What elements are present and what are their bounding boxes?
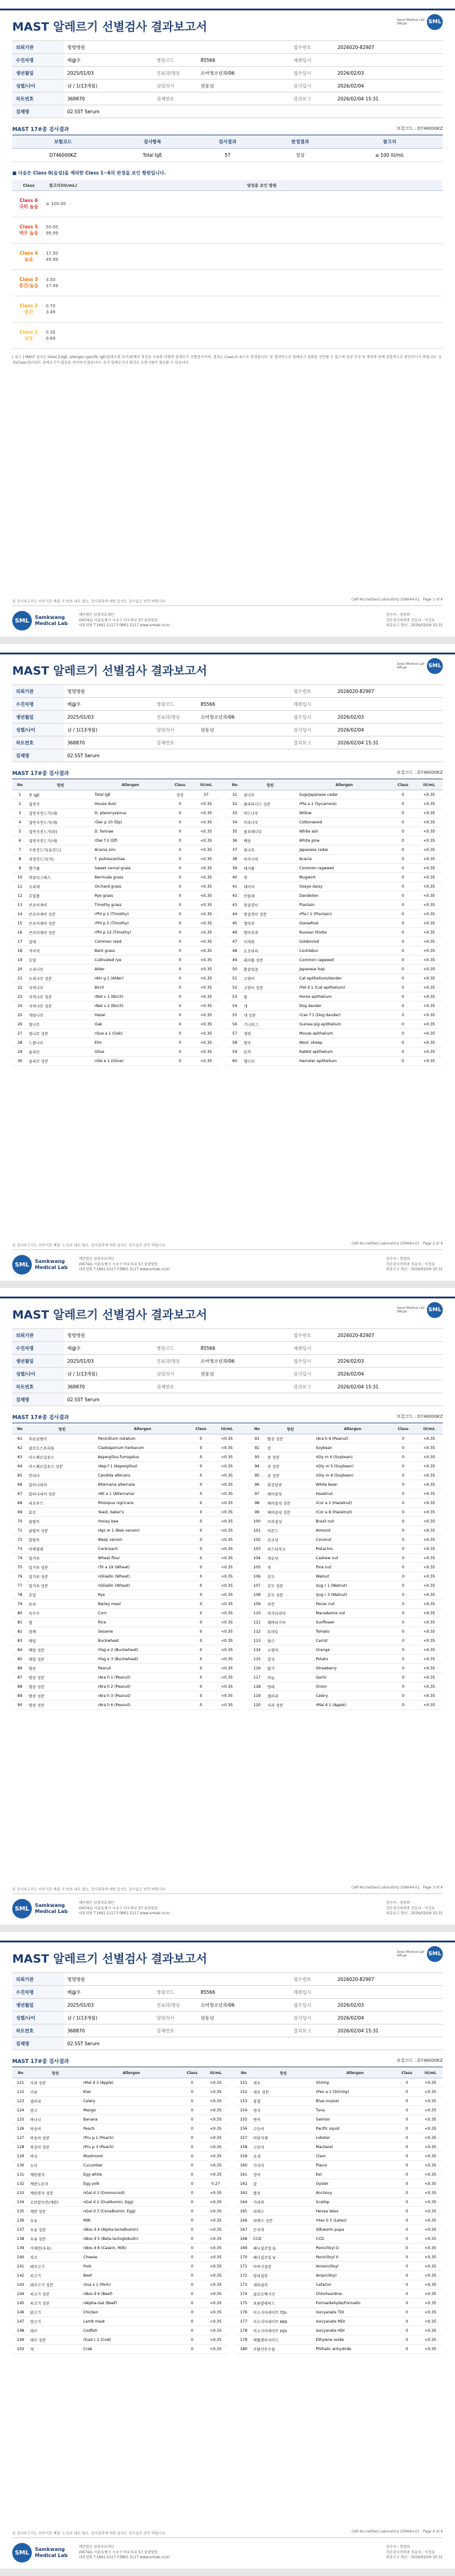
table-row: 28 느릅나무 Elm 0 <0.35 58 양모 Wool, sheep 0 <0.35 (12, 1038, 443, 1047)
table-row: 8 저장진드기(가) T. putrescentiae 0 <0.35 38 아카시아 Acacia 0 <0.35 (12, 855, 443, 864)
table-row: 71 꿀벌독 성분 rApi m 1 (Bee venom) 0 <0.35 101 아몬드 Almond 0 <0.35 (12, 1526, 443, 1535)
class-label: Class 3 중간/높음 (12, 270, 45, 296)
table-row: 140 치즈 Cheese 0 <0.35 170 페니실로일 V Penicilloyl V 0 <0.35 (12, 2253, 443, 2262)
sml-logo-icon: SML (427, 1302, 443, 1318)
patient-info-table: 의뢰기관 명명병원 접수번호 2026020-82907 수진자명 배@우 병원코드 85566 채취일시 생년월일 2025/01/03 진료과/병동 소아청소년과/06 접수일시 2026/02/03 성별/나이 남 / 1(13개월) 담당의사 선동선 검사일시 2026/02/04 차트번호 368870 검체번호 결과보고 2026/02/04 15:31 검체명 02.SST Serum (12, 684, 443, 762)
report-title: MAST 알레르기 선별검사 결과보고서 (12, 1952, 207, 1966)
table-row: 83 메밀 Buckwheat 0 <0.35 113 당근 Carrot 0 <0.35 (12, 1636, 443, 1646)
table-row: 14 큰조아재비 성분 rPhl p 1 (Timothy) 0 <0.35 44 창질경이 성분 rPla l 1 (Plantain) 0 <0.35 (12, 910, 443, 919)
table-row: 88 땅콩 성분 rAra h 2 (Peanut) 0 <0.35 118 양파 Onion 0 <0.35 (12, 1682, 443, 1691)
class-label: Class 1 낮음 (12, 323, 45, 349)
table-row: 146 닭고기 Chicken 0 <0.35 176 이소시아네이트 TDI Isocyanate TDI 0 <0.35 (12, 2308, 443, 2317)
table-row: 134 오보알부민(계란) nGal d 2 (Ovalbumin, Egg) 0 <0.35 164 가리비 Scallop 0 <0.35 (12, 2198, 443, 2207)
top-rule (0, 653, 455, 654)
table-row: 74 밀가루 Wheat flour 0 <0.35 104 캐슈넛 Cashew nut 0 <0.35 (12, 1554, 443, 1563)
table-row: 12 호밀풀 Rye grass 0 <0.35 42 민들레 Dandelion 0 <0.35 (12, 891, 443, 900)
class-row: Class 3 중간/높음 3.50 17.49 (12, 270, 443, 296)
table-row: 90 땅콩 성분 rAra h 6 (Peanut) 0 <0.35 120 사과 성분 rMal d 1 (Apple) 0 <0.35 (12, 1701, 443, 1710)
table-row: 72 말벌독 Wasp venom 0 <0.35 102 코코넛 Coconut 0 <0.35 (12, 1535, 443, 1544)
table-row: 18 겨이삭 Bent grass 0 <0.35 48 도꼬마리 Cocklebur 0 <0.35 (12, 946, 443, 956)
table-row: 138 우유 성분 nBos d 5 (Beta-lactoglobulin) 0 <0.35 168 CCD CCD 0 <0.35 (12, 2234, 443, 2244)
samkwang-logo: SML Samkwang Medical Lab (12, 1255, 68, 1275)
header-logo: Seoul Medical Lab SMLab SML (397, 1302, 443, 1318)
table-row: 126 복숭아 Peach 0 <0.35 156 고등어 Pacific squid 0 <0.35 (12, 2124, 443, 2133)
table-row: 149 대구 성분 rGad c 1 (Cod) 0 <0.35 179 에틸렌옥사이드 Ethylene oxide 0 <0.35 (12, 2335, 443, 2345)
table-row: 130 오이 Cucumber 0 <0.35 160 가자미 Plaice 0 <0.35 (12, 2161, 443, 2170)
table-row: 13 큰조아재비 Timothy grass 0 <0.35 43 창질경이 Plantain 0 <0.35 (12, 900, 443, 910)
table-row: 142 쇠고기 Beef 0 <0.35 172 암피실린 Ampicilloyl 0 <0.35 (12, 2271, 443, 2280)
section-header: MAST 17#종 검사결과 보험코드 : D746000KZ (12, 1413, 443, 1423)
table-row: 4 집먼지진드기(세) rDer p 10 (Dp) 0 <0.35 34 미루나무 Cottonwood 0 <0.35 (12, 818, 443, 827)
table-row: 132 계란노른자 Egg yolk 0 0.27 162 굴 Oyster 0 <0.35 (12, 2179, 443, 2188)
table-row: 75 밀가루 성분 rTri a 19 (Wheat) 0 <0.35 105 잣 Pine nut 0 <0.35 (12, 1563, 443, 1572)
class-row: Class 1 낮음 0.35 0.69 (12, 323, 443, 349)
table-row: 73 바퀴벌레 Cockroach 0 <0.35 103 피스타치오 Pistachio 0 <0.35 (12, 1544, 443, 1554)
positive-allergens (81, 217, 443, 244)
class-row: Class 4 높음 17.50 49.99 (12, 244, 443, 270)
top-rule (0, 1297, 455, 1298)
table-row: 23 자작나무 성분 rBet v 1 (Birch) 0 <0.35 53 말 Horse epithelium 0 <0.35 (12, 992, 443, 1002)
table-row: 81 쌀 Rice 0 <0.35 111 해바라기씨 Sunflower 0 <0.35 (12, 1618, 443, 1627)
class-row: Class 6 극히 높음 ≥ 100.00 (12, 191, 443, 217)
table-row: 127 복숭아 성분 rPru p 1 (Peach) 0 <0.35 157 바닷가재 Lobster 0 <0.35 (12, 2133, 443, 2143)
report-page-4 (0, 1932, 455, 2569)
class-label: Class 4 높음 (12, 244, 45, 270)
page-footer: 본 검사보고서는 외부기관 제출 시 원본 대조 필요. 검사결과에 대한 문의는 검사실로 연락 바랍니다. CAP-Accredited Laboratory 206644-01 Page 1 of 4 SML Samkwang Medical Lab 재단법인 삼광의료재단 (06742) 서울특별시 서초구 바우뫼로 57 삼광빌딩 대표전화 T.1661-5117 F.0861-5117 www.smlab.co.kr 검사자 : 정영희 진단검사의학과 전문의 : 이정호 최종보고 확인 : 2026/02/04 15:31 (12, 598, 443, 631)
class-row: Class 5 매우 높음 50.00 99.99 (12, 217, 443, 244)
table-row: 124 망고 Mango 0 <0.35 154 참치 Tuna 0 <0.35 (12, 2106, 443, 2115)
table-row: 79 보리 Barley meal 0 <0.35 109 피칸 Pecan nut 0 <0.35 (12, 1600, 443, 1609)
table-row: 131 계란흰자 Egg white 0 <0.35 161 장어 Eel 0 <0.35 (12, 2170, 443, 2179)
table-row: 62 클로도스포리움 Cladosporium herbarum 0 <0.35 92 콩 Soybean 0 <0.35 (12, 1443, 443, 1453)
table-row: 144 쇠고기 성분 nBos d 6 (Beef) 0 <0.35 174 클로르헥시딘 Chlorhexidine 0 <0.35 (12, 2290, 443, 2299)
sml-logo-icon: SML (12, 1899, 32, 1919)
positive-allergens (81, 323, 443, 349)
table-row: 145 쇠고기 성분 nAlpha-Gal (Beef) 0 <0.35 175 포름알데히드 Formaldehyde/Formalin 0 <0.35 (12, 2299, 443, 2308)
table-row: 76 밀가루 성분 nGliadin (Wheat) 0 <0.35 106 호두 Walnut 0 <0.35 (12, 1572, 443, 1581)
table-row: 9 향기풀 Sweet vernal grass 0 <0.35 39 돼지풀 Common ragweed 0 <0.35 (12, 864, 443, 873)
positive-allergens (81, 191, 443, 217)
table-row: 69 효모 Yeast, baker's 0 <0.35 99 헤이즐넛 성분 rCor a 8 (Hazelnut) 0 <0.35 (12, 1508, 443, 1517)
report-page-1 (0, 0, 455, 637)
patient-info-table: 의뢰기관 명명병원 접수번호 2026020-82907 수진자명 배@우 병원코드 85566 채취일시 생년월일 2025/01/03 진료과/병동 소아청소년과/06 접수일시 2026/02/03 성별/나이 남 / 1(13개월) 담당의사 선동선 검사일시 2026/02/04 차트번호 368870 검체번호 결과보고 2026/02/04 15:31 검체명 02.SST Serum (12, 1328, 443, 1406)
report-title: MAST 알레르기 선별검사 결과보고서 (12, 664, 207, 678)
table-row: 63 아스페르길루스 Aspergillus fumigatus 0 <0.35 93 콩 성분 rGly m 4 (Soybean) 0 <0.35 (12, 1453, 443, 1462)
table-row: 7 수중진드기(유진드) Acarus siro 0 <0.35 37 삼나무 Japanese cedar 0 <0.35 (12, 845, 443, 855)
patient-info-table: 의뢰기관 명명병원 접수번호 2026020-82907 수진자명 배@우 병원코드 85566 채취일시 생년월일 2025/01/03 진료과/병동 소아청소년과/06 접수일시 2026/02/03 성별/나이 남 / 1(13개월) 담당의사 선동선 검사일시 2026/02/04 차트번호 368870 검체번호 결과보고 2026/02/04 15:31 검체명 02.SST Serum (12, 1972, 443, 2050)
table-row: 29 올리브 Olive 0 <0.35 59 토끼 Rabbit epithelium 0 <0.35 (12, 1047, 443, 1057)
table-row: 66 알터나리아 Alternaria alternata 0 <0.35 96 흰강낭콩 White bean 0 <0.35 (12, 1480, 443, 1489)
samkwang-logo: SML Samkwang Medical Lab (12, 611, 68, 631)
page-footer: 본 검사보고서는 외부기관 제출 시 원본 대조 필요. 검사결과에 대한 문의는 검사실로 연락 바랍니다. CAP-Accredited Laboratory 206644-01 Page 4 of 4 SML Samkwang Medical Lab 재단법인 삼광의료재단 (06742) 서울특별시 서초구 바우뫼로 57 삼광빌딩 대표전화 T.1661-5117 F.0861-5117 www.smlab.co.kr 검사자 : 정영희 진단검사의학과 전문의 : 이정호 최종보고 확인 : 2026/02/04 15:31 (12, 2530, 443, 2563)
table-row: 147 양고기 Lamb meat 0 <0.35 177 이소시아네이트 MDI Isocyanate MDI 0 <0.35 (12, 2317, 443, 2326)
table-row: 84 메밀 성분 rFag e 2 (Buckwheat) 0 <0.35 114 오렌지 Orange 0 <0.35 (12, 1646, 443, 1655)
page-footer: 본 검사보고서는 외부기관 제출 시 원본 대조 필요. 검사결과에 대한 문의는 검사실로 연락 바랍니다. CAP-Accredited Laboratory 206644-01 Page 2 of 4 SML Samkwang Medical Lab 재단법인 삼광의료재단 (06742) 서울특별시 서초구 바우뫼로 57 삼광빌딩 대표전화 T.1661-5117 F.0861-5117 www.smlab.co.kr 검사자 : 정영희 진단검사의학과 전문의 : 이정호 최종보고 확인 : 2026/02/04 15:31 (12, 1242, 443, 1275)
table-row: 78 호밀 Rye 0 <0.35 108 호두 성분 rJug r 3 (Walnut) 0 <0.35 (12, 1590, 443, 1600)
table-row: 65 칸디다 Candida albicans 0 <0.35 95 콩 성분 nGly m 6 (Soybean) 0 <0.35 (12, 1471, 443, 1480)
samkwang-logo: SML Samkwang Medical Lab (12, 2543, 68, 2563)
allergen-results-table: No 항원 Allergen Class IU/mL No 항원 Allergen Class IU/mL 121 사과 성분 rMal d 3 (Apple) 0 <0.35 151 새우 Shrimp 0 <0.35 122 키위 Kiwi 0 <0.35 152 새우 성분 rPen a 1 (Shrimp) 0 <0.35 123 셀러리 Celery 0 <0.35 153 홍합 Blue mussel 0 <0.35 124 망고 Mango 0 <0.35 154 참치 Tuna 0 <0.35 125 바나나 Banana 0 <0.35 155 연어 Salmon 0 <0.35 126 복숭아 Peach 0 <0.35 156 고등어 Pacific squid 0 <0.35 127 복숭아 성분 rPru p 1 (Peach) 0 <0.35 157 바닷가재 Lobster 0 <0.35 128 복숭아 성분 rPru p 3 (Peach) 0 <0.35 158 고등어 Mackerel 0 <0.35 129 버섯 Mushroom 0 <0.35 159 조개 Clam 0 <0.35 130 오이 Cucumber 0 <0.35 160 가자미 Plaice 0 <0.35 131 계란흰자 Egg white 0 <0.35 161 장어 Eel 0 <0.35 132 계란노른자 Egg yolk 0 0.27 162 굴 Oyster 0 <0.35 133 계란흰자 성분 nGal d 1 (Ovomucoid) 0 <0.35 163 멸치 Anchovy 0 <0.35 134 오보알부민(계란) nGal d 2 (Ovalbumin, Egg) 0 <0.35 164 가리비 Scallop 0 <0.35 135 계란 성분 nGal d 3 (Conalbumin, Egg) 0 <0.35 165 라텍스 Hevea latex 0 <0.35 136 우유 Milk 0 <0.35 166 라텍스 성분 rHev b 5 (Latex) 0 <0.35 137 우유 성분 nBos d 4 (Alpha-lactalbumin) 0 <0.35 167 은자작 Silkworm pupa 0 <0.35 138 우유 성분 nBos d 5 (Beta-lactoglobulin) 0 <0.35 168 CCD CCD 0 <0.35 139 카제인(우유) nBos d 8 (Casein, Milk) 0 <0.35 169 페니실로일 G Penicilloyl G 0 <0.35 140 치즈 Cheese 0 <0.35 170 페니실로일 V Penicilloyl V 0 <0.35 141 돼지고기 Pork 0 <0.35 171 아목시실린 Amoxicilloyl 0 <0.35 142 쇠고기 Beef 0 <0.35 172 암피실린 Ampicilloyl 0 <0.35 143 돼지고기 성분 rSus s 1 (Pork) 0 <0.35 173 세파클러 Cefaclor 0 <0.35 144 쇠고기 성분 nBos d 6 (Beef) 0 <0.35 174 클로르헥시딘 Chlorhexidine 0 <0.35 145 쇠고기 성분 nAlpha-Gal (Beef) 0 <0.35 175 포름알데히드 Formaldehyde/Formalin 0 <0.35 146 닭고기 Chicken 0 <0.35 176 이소시아네이트 TDI Isocyanate TDI 0 <0.35 147 양고기 Lamb meat 0 <0.35 177 이소시아네이트 MDI Isocyanate MDI 0 <0.35 148 대구 Codfish 0 <0.35 178 이소시아네이트 HDI Isocyanate HDI 0 <0.35 149 대구 성분 rGad c 1 (Cod) 0 <0.35 179 에틸렌옥사이드 Ethylene oxide 0 <0.35 150 게 Crab 0 <0.35 180 프탈산무수물 Phthalic anhydride 0 <0.35 (12, 2069, 443, 2354)
table-row: 80 옥수수 Corn 0 <0.35 110 마카다미아 Macadamia nut 0 <0.35 (12, 1609, 443, 1618)
table-row: 21 오리나무 성분 rAln g 1 (Alder) 0 <0.35 51 고양이 Cat epithelium/dander 0 <0.35 (12, 974, 443, 983)
table-row: 70 꿀벌독 Honey bee 0 <0.35 100 브라질넛 Brazil nut 0 <0.35 (12, 1517, 443, 1526)
table-row: 136 우유 Milk 0 <0.35 166 라텍스 성분 rHev b 5 (Latex) 0 <0.35 (12, 2216, 443, 2225)
class-label: Class 2 중간 (12, 296, 45, 323)
class-row: Class 2 중간 0.70 3.49 (12, 296, 443, 323)
table-row: 143 돼지고기 성분 rSus s 1 (Pork) 0 <0.35 173 세파클러 Cefaclor 0 <0.35 (12, 2280, 443, 2290)
class-label: Class 6 극히 높음 (12, 191, 45, 217)
table-row: 11 오리새 Orchard grass 0 <0.35 41 데이지 Oxeye daisy 0 <0.35 (12, 882, 443, 891)
sml-logo-icon: SML (427, 14, 443, 30)
table-row: 25 개암나무 Hazel 0 <0.35 55 개 성분 rCan f 1 (Dog dander) 0 <0.35 (12, 1011, 443, 1020)
sml-logo-icon: SML (12, 2543, 32, 2563)
table-row: 27 참나무 성분 rQue a 1 (Oak) 0 <0.35 57 생쥐 Mouse epithelium 0 <0.35 (12, 1029, 443, 1038)
table-row: 122 키위 Kiwi 0 <0.35 152 새우 성분 rPen a 1 (Shrimp) 0 <0.35 (12, 2087, 443, 2097)
sml-logo-icon: SML (12, 1255, 32, 1275)
table-row: 128 복숭아 성분 rPru p 3 (Peach) 0 <0.35 158 고등어 Mackerel 0 <0.35 (12, 2143, 443, 2152)
table-row: 3 집먼지진드기(세) D. pteronyssinus 0 <0.35 33 버드나무 Willow 0 <0.35 (12, 809, 443, 818)
report-page-2 (0, 644, 455, 1281)
table-row: 141 돼지고기 Pork 0 <0.35 171 아목시실린 Amoxicilloyl 0 <0.35 (12, 2262, 443, 2271)
positive-allergens (81, 296, 443, 323)
sml-logo-icon: SML (427, 658, 443, 674)
section-header: MAST 17#종 검사결과 보험코드 : D746000KZ (12, 769, 443, 779)
top-rule (0, 9, 455, 10)
samkwang-logo: SML Samkwang Medical Lab (12, 1899, 68, 1919)
table-row: 89 땅콩 성분 rAra h 3 (Peanut) 0 <0.35 119 셀러리 Celery 0 <0.35 (12, 1691, 443, 1701)
table-row: 139 카제인(우유) nBos d 8 (Casein, Milk) 0 <0.35 169 페니실로일 G Penicilloyl G 0 <0.35 (12, 2244, 443, 2253)
table-row: 87 땅콩 성분 rAra h 1 (Peanut) 0 <0.35 117 마늘 Garlic 0 <0.35 (12, 1673, 443, 1682)
table-row: 150 게 Crab 0 <0.35 180 프탈산무수물 Phthalic anhydride 0 <0.35 (12, 2345, 443, 2354)
report-page-3 (0, 1288, 455, 1925)
table-row: 15 큰조아재비 성분 rPhl p 5 (Timothy) 0 <0.35 45 명아주 Goosefoot 0 <0.35 (12, 919, 443, 928)
table-row: 1 총 IgE Total IgE 정상 57 31 삼나무 Sugi/Japanese cedar 0 <0.35 (12, 790, 443, 799)
sml-logo-icon: SML (12, 611, 32, 631)
table-row: 125 바나나 Banana 0 <0.35 155 연어 Salmon 0 <0.35 (12, 2115, 443, 2124)
table-row: 10 버뮤다그래스 Bermuda grass 0 <0.35 40 쑥 Mugwort 0 <0.35 (12, 873, 443, 882)
page-footer: 본 검사보고서는 외부기관 제출 시 원본 대조 필요. 검사결과에 대한 문의는 검사실로 연락 바랍니다. CAP-Accredited Laboratory 206644-01 Page 3 of 4 SML Samkwang Medical Lab 재단법인 삼광의료재단 (06742) 서울특별시 서초구 바우뫼로 57 삼광빌딩 대표전화 T.1661-5117 F.0861-5117 www.smlab.co.kr 검사자 : 정영희 진단검사의학과 전문의 : 이정호 최종보고 확인 : 2026/02/04 15:31 (12, 1886, 443, 1919)
section-header: MAST 17#종 검사결과 보험코드 : D746000KZ (12, 2057, 443, 2067)
report-title: MAST 알레르기 선별검사 결과보고서 (12, 1308, 207, 1322)
report-title: MAST 알레르기 선별검사 결과보고서 (12, 20, 207, 34)
table-row: 86 땅콩 Peanut 0 <0.35 116 딸기 Strawberry 0 <0.35 (12, 1664, 443, 1673)
table-row: 24 자작나무 성분 rBet v 2 (Birch) 0 <0.35 54 개 Dog dander 0 <0.35 (12, 1002, 443, 1011)
total-ige-table: 보험코드 검사항목 검사결과 판정결과 참고치 D746000KZ Total IgE 57 정상 ≤ 100 IU/mL (12, 135, 443, 162)
table-row: 5 집먼지진드기(파) D. farinae 0 <0.35 35 물푸레나무 White ash 0 <0.35 (12, 827, 443, 836)
table-row: 121 사과 성분 rMal d 3 (Apple) 0 <0.35 151 새우 Shrimp 0 <0.35 (12, 2078, 443, 2087)
table-row: 22 자작나무 Birch 0 <0.35 52 고양이 성분 rFel d 1 (Cat epithelium) 0 <0.35 (12, 983, 443, 992)
table-row: 64 아스페르길루스 성분 rAsp f 1 (Aspergillus) 0 <0.35 94 콩 성분 nGly m 5 (Soybean) 0 <0.35 (12, 1462, 443, 1471)
table-row: 19 호밀 Cultivated rye 0 <0.35 49 돼지풀 성분 Common ragweed 0 <0.35 (12, 956, 443, 965)
table-row: 135 계란 성분 nGal d 3 (Conalbumin, Egg) 0 <0.35 165 라텍스 Hevea latex 0 <0.35 (12, 2207, 443, 2216)
allergen-results-table: No 항원 Allergen Class IU/mL No 항원 Allergen Class IU/mL 61 푸른곰팡이 Penicillium notatum 0 <0.35 91 땅콩 성분 rAra h 9 (Peanut) 0 <0.35 62 클로도스포리움 Cladosporium herbarum 0 <0.35 92 콩 Soybean 0 <0.35 63 아스페르길루스 Aspergillus fumigatus 0 <0.35 93 콩 성분 rGly m 4 (Soybean) 0 <0.35 64 아스페르길루스 성분 rAsp f 1 (Aspergillus) 0 <0.35 94 콩 성분 nGly m 5 (Soybean) 0 <0.35 65 칸디다 Candida albicans 0 <0.35 95 콩 성분 nGly m 6 (Soybean) 0 <0.35 66 알터나리아 Alternaria alternata 0 <0.35 96 흰강낭콩 White bean 0 <0.35 67 알터나리아 성분 rAlt a 1 (Alternaria) 0 <0.35 97 헤이즐넛 Hazelnut 0 <0.35 68 리조푸스 Rhizopus nigricans 0 <0.35 98 헤이즐넛 성분 rCor a 1 (Hazelnut) 0 <0.35 69 효모 Yeast, baker's 0 <0.35 99 헤이즐넛 성분 rCor a 8 (Hazelnut) 0 <0.35 70 꿀벌독 Honey bee 0 <0.35 100 브라질넛 Brazil nut 0 <0.35 71 꿀벌독 성분 rApi m 1 (Bee venom) 0 <0.35 101 아몬드 Almond 0 <0.35 72 말벌독 Wasp venom 0 <0.35 102 코코넛 Coconut 0 <0.35 73 바퀴벌레 Cockroach 0 <0.35 103 피스타치오 Pistachio 0 <0.35 74 밀가루 Wheat flour 0 <0.35 104 캐슈넛 Cashew nut 0 <0.35 75 밀가루 성분 rTri a 19 (Wheat) 0 <0.35 105 잣 Pine nut 0 <0.35 76 밀가루 성분 nGliadin (Wheat) 0 <0.35 106 호두 Walnut 0 <0.35 77 밀가루 성분 nGliadin (Wheat) 0 <0.35 107 호두 성분 rJug r 1 (Walnut) 0 <0.35 78 호밀 Rye 0 <0.35 108 호두 성분 rJug r 3 (Walnut) 0 <0.35 79 보리 Barley meal 0 <0.35 109 피칸 Pecan nut 0 <0.35 80 옥수수 Corn 0 <0.35 110 마카다미아 Macadamia nut 0 <0.35 81 쌀 Rice 0 <0.35 111 해바라기씨 Sunflower 0 <0.35 82 참깨 Sesame 0 <0.35 112 토마토 Tomato 0 <0.35 83 메밀 Buckwheat 0 <0.35 113 당근 Carrot 0 <0.35 84 메밀 성분 rFag e 2 (Buckwheat) 0 <0.35 114 오렌지 Orange 0 <0.35 85 메밀 성분 rFag e 3 (Buckwheat) 0 <0.35 115 감자 Potato 0 <0.35 86 땅콩 Peanut 0 <0.35 116 딸기 Strawberry 0 <0.35 87 땅콩 성분 rAra h 1 (Peanut) 0 <0.35 117 마늘 Garlic 0 <0.35 88 땅콩 성분 rAra h 2 (Peanut) 0 <0.35 118 양파 Onion 0 <0.35 89 땅콩 성분 rAra h 3 (Peanut) 0 <0.35 119 셀러리 Celery 0 <0.35 90 땅콩 성분 rAra h 6 (Peanut) 0 <0.35 120 사과 성분 rMal d 1 (Apple) 0 <0.35 (12, 1425, 443, 1710)
table-row: 26 참나무 Oak 0 <0.35 56 기니피그 Guinea pig epithelium 0 <0.35 (12, 1020, 443, 1029)
top-rule (0, 1941, 455, 1942)
table-row: 129 버섯 Mushroom 0 <0.35 159 조개 Clam 0 <0.35 (12, 2152, 443, 2161)
class-label: Class 5 매우 높음 (12, 217, 45, 244)
table-row: 30 올리브 성분 rOle e 1 (Olive) 0 <0.35 60 햄스터 Hamster epithelium 0 <0.35 (12, 1057, 443, 1066)
table-row: 16 큰조아재비 성분 rPhl p 12 (Timothy) 0 <0.35 46 명아주과 Russian thistle 0 <0.35 (12, 928, 443, 937)
table-row: 6 집먼지진드기(세) rDer f 2 (Df) 0 <0.35 36 백송 White pine 0 <0.35 (12, 836, 443, 845)
table-row: 123 셀러리 Celery 0 <0.35 153 홍합 Blue mussel 0 <0.35 (12, 2097, 443, 2106)
section-header: MAST 17#종 검사결과 보험코드 : D746000KZ (12, 125, 443, 135)
table-row: 61 푸른곰팡이 Penicillium notatum 0 <0.35 91 땅콩 성분 rAra h 9 (Peanut) 0 <0.35 (12, 1434, 443, 1443)
header-logo: Seoul Medical Lab SMLab SML (397, 1946, 443, 1962)
table-row: 85 메밀 성분 rFag e 3 (Buckwheat) 0 <0.35 115 감자 Potato 0 <0.35 (12, 1655, 443, 1664)
table-row: 148 대구 Codfish 0 <0.35 178 이소시아네이트 HDI Isocyanate HDI 0 <0.35 (12, 2326, 443, 2335)
table-row: 82 참깨 Sesame 0 <0.35 112 토마토 Tomato 0 <0.35 (12, 1627, 443, 1636)
table-row: 20 오리나무 Alder 0 <0.35 50 환삼덩굴 Japanese hop 0 <0.35 (12, 965, 443, 974)
positive-allergens (81, 270, 443, 296)
table-row: 17 갈대 Common reed 0 <0.35 47 미역취 Goldenrod 0 <0.35 (12, 937, 443, 946)
positive-allergens (81, 244, 443, 270)
reference-note: [ 참고 ] MAST 검사는 total(총)IgE, allergen specific IgE(알레르겐 특이)항체의 측정을 이용한 다항목 알레르기 선별검사이며, 결과는 Class 0~6으로 판정됩니다. 본 결과만으로 알레르기 질환을 진단할 수 없으며 임상 증상 및 병력과 함께 종합적으로 판단하시기 바랍니다. 음성(Class 0)이라도 알레르기가 없음을 의미하지 않습니다. 음식 알레르기의 확진은 유발시험이 필요할 수 있습니다. (12, 356, 442, 365)
header-logo: Seoul Medical Lab SMLab SML (397, 14, 443, 30)
table-row: 2 집먼지 House dust 0 <0.35 32 플라타너스 성분 rPla a 1 (Sycamore) 0 <0.35 (12, 799, 443, 809)
sml-logo-icon: SML (427, 1946, 443, 1962)
table-row: 133 계란흰자 성분 nGal d 1 (Ovomucoid) 0 <0.35 163 멸치 Anchovy 0 <0.35 (12, 2188, 443, 2198)
header-logo: Seoul Medical Lab SMLab SML (397, 658, 443, 674)
patient-info-table: 의뢰기관 명명병원 접수번호 2026020-82907 수진자명 배@우 병원코드 85566 채취일시 생년월일 2025/01/03 진료과/병동 소아청소년과/06 접수일시 2026/02/03 성별/나이 남 / 1(13개월) 담당의사 선동선 검사일시 2026/02/04 차트번호 368870 검체번호 결과보고 2026/02/04 15:31 검체명 02.SST Serum (12, 40, 443, 118)
class-table: Class 참고치(IU/mL) 양성을 보인 항원 Class 6 극히 높음 ≥ 100.00 Class 5 매우 높음 50.00 99.99 Class 4 높음 17.50 49.99 Class 3 중간/높음 3.50 17.49 Class 2 중간 0.70 3.49 Class 1 낮음 0.35 0.69 (12, 180, 443, 349)
class-note: ■ 다음은 Class 0(음성)을 제외한 Class 1~6의 판정을 보인 항원입니다. (12, 170, 166, 176)
table-row: 77 밀가루 성분 nGliadin (Wheat) 0 <0.35 107 호두 성분 rJug r 1 (Walnut) 0 <0.35 (12, 1581, 443, 1590)
table-row: 67 알터나리아 성분 rAlt a 1 (Alternaria) 0 <0.35 97 헤이즐넛 Hazelnut 0 <0.35 (12, 1489, 443, 1499)
table-row: 137 우유 성분 nBos d 4 (Alpha-lactalbumin) 0 <0.35 167 은자작 Silkworm pupa 0 <0.35 (12, 2225, 443, 2234)
table-row: 68 리조푸스 Rhizopus nigricans 0 <0.35 98 헤이즐넛 성분 rCor a 1 (Hazelnut) 0 <0.35 (12, 1499, 443, 1508)
allergen-results-table: No 항원 Allergen Class IU/mL No 항원 Allergen Class IU/mL 1 총 IgE Total IgE 정상 57 31 삼나무 Sugi/Japanese cedar 0 <0.35 2 집먼지 House dust 0 <0.35 32 플라타너스 성분 rPla a 1 (Sycamore) 0 <0.35 3 집먼지진드기(세) D. pteronyssinus 0 <0.35 33 버드나무 Willow 0 <0.35 4 집먼지진드기(세) rDer p 10 (Dp) 0 <0.35 34 미루나무 Cottonwood 0 <0.35 5 집먼지진드기(파) D. farinae 0 <0.35 35 물푸레나무 White ash 0 <0.35 6 집먼지진드기(세) rDer f 2 (Df) 0 <0.35 36 백송 White pine 0 <0.35 7 수중진드기(유진드) Acarus siro 0 <0.35 37 삼나무 Japanese cedar 0 <0.35 8 저장진드기(가) T. putrescentiae 0 <0.35 38 아카시아 Acacia 0 <0.35 9 향기풀 Sweet vernal grass 0 <0.35 39 돼지풀 Common ragweed 0 <0.35 10 버뮤다그래스 Bermuda grass 0 <0.35 40 쑥 Mugwort 0 <0.35 11 오리새 Orchard grass 0 <0.35 41 데이지 Oxeye daisy 0 <0.35 12 호밀풀 Rye grass 0 <0.35 42 민들레 Dandelion 0 <0.35 13 큰조아재비 Timothy grass 0 <0.35 43 창질경이 Plantain 0 <0.35 14 큰조아재비 성분 rPhl p 1 (Timothy) 0 <0.35 44 창질경이 성분 rPla l 1 (Plantain) 0 <0.35 15 큰조아재비 성분 rPhl p 5 (Timothy) 0 <0.35 45 명아주 Goosefoot 0 <0.35 16 큰조아재비 성분 rPhl p 12 (Timothy) 0 <0.35 46 명아주과 Russian thistle 0 <0.35 17 갈대 Common reed 0 <0.35 47 미역취 Goldenrod 0 <0.35 18 겨이삭 Bent grass 0 <0.35 48 도꼬마리 Cocklebur 0 <0.35 19 호밀 Cultivated rye 0 <0.35 49 돼지풀 성분 Common ragweed 0 <0.35 20 오리나무 Alder 0 <0.35 50 환삼덩굴 Japanese hop 0 <0.35 21 오리나무 성분 rAln g 1 (Alder) 0 <0.35 51 고양이 Cat epithelium/dander 0 <0.35 22 자작나무 Birch 0 <0.35 52 고양이 성분 rFel d 1 (Cat epithelium) 0 <0.35 23 자작나무 성분 rBet v 1 (Birch) 0 <0.35 53 말 Horse epithelium 0 <0.35 24 자작나무 성분 rBet v 2 (Birch) 0 <0.35 54 개 Dog dander 0 <0.35 25 개암나무 Hazel 0 <0.35 55 개 성분 rCan f 1 (Dog dander) 0 <0.35 26 참나무 Oak 0 <0.35 56 기니피그 Guinea pig epithelium 0 <0.35 27 참나무 성분 rQue a 1 (Oak) 0 <0.35 57 생쥐 Mouse epithelium 0 <0.35 28 느릅나무 Elm 0 <0.35 58 양모 Wool, sheep 0 <0.35 29 올리브 Olive 0 <0.35 59 토끼 Rabbit epithelium 0 <0.35 30 올리브 성분 rOle e 1 (Olive) 0 <0.35 60 햄스터 Hamster epithelium 0 <0.35 (12, 781, 443, 1066)
